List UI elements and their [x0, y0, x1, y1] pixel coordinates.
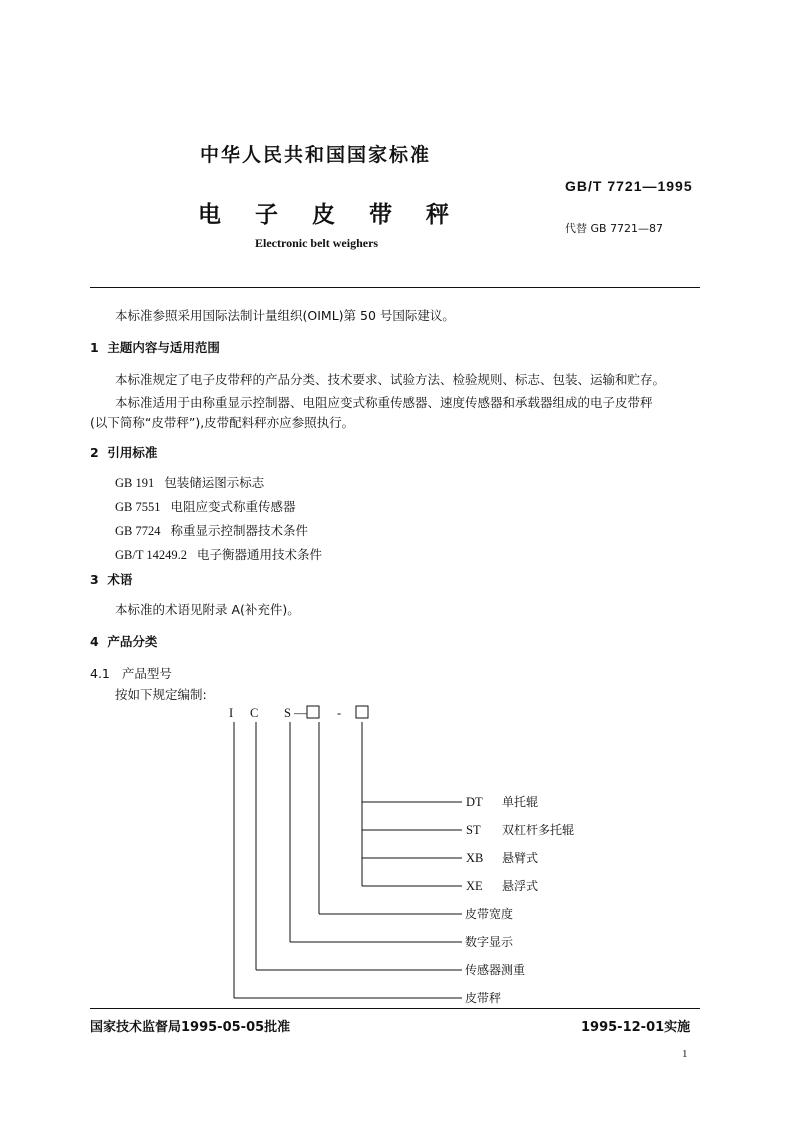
- section-title: 引用标准: [107, 445, 158, 460]
- reference-code: GB/T 14249.2: [115, 548, 187, 562]
- field-label: 皮带秤: [465, 991, 502, 1005]
- page-number: 1: [682, 1048, 688, 1060]
- type-code: ST: [466, 823, 481, 837]
- section1-p2-line1: 本标准适用于由称重显示控制器、电阻应变式称重传感器、速度传感器和承载器组成的电子皮带秤: [115, 395, 653, 410]
- footer-divider: [90, 1008, 700, 1009]
- org-title: 中华人民共和国国家标准: [200, 144, 432, 166]
- title-char: 皮: [312, 202, 335, 228]
- reference-title: 电阻应变式称重传感器: [170, 499, 296, 514]
- section-title: 主题内容与适用范围: [107, 340, 220, 355]
- code-box: [356, 706, 368, 718]
- code-letter: C: [250, 706, 259, 720]
- subsection-number: 4.1: [90, 666, 110, 681]
- reference-title: 称重显示控制器技术条件: [170, 523, 309, 538]
- title-char: 子: [255, 202, 278, 228]
- reference-code: GB 7724: [115, 524, 161, 538]
- type-code: XB: [466, 851, 484, 865]
- type-code: XE: [466, 879, 483, 893]
- section-title: 术语: [107, 572, 133, 587]
- section1-p1: 本标准规定了电子皮带秤的产品分类、技术要求、试验方法、检验规则、标志、包装、运输和贮存。: [115, 372, 666, 387]
- code-letter: I: [229, 706, 234, 720]
- code-letter: S: [284, 706, 291, 720]
- reference-code: GB 7551: [115, 500, 161, 514]
- code-separator: —: [294, 706, 307, 720]
- type-label: 悬浮式: [502, 879, 539, 893]
- reference-code: GB 191: [115, 476, 155, 490]
- section3-p1: 本标准的术语见附录 A(补充件)。: [115, 602, 300, 617]
- type-code: DT: [466, 795, 483, 809]
- title-char: 带: [369, 202, 392, 228]
- title-char: 秤: [426, 202, 449, 228]
- reference-title: 电子衡器通用技术条件: [197, 547, 323, 562]
- subsection-4-1-text: 按如下规定编制:: [115, 687, 207, 702]
- intro-paragraph: 本标准参照采用国际法制计量组织(OIML)第 50 号国际建议。: [115, 308, 455, 323]
- title-char: 电: [198, 202, 221, 228]
- section-number: 3: [90, 572, 99, 587]
- effective-date: 1995-12-01实施: [581, 1020, 691, 1035]
- standard-number: GB/T 7721—1995: [565, 178, 693, 194]
- section-title: 产品分类: [107, 634, 158, 649]
- field-label: 数字显示: [465, 935, 514, 949]
- section1-p2-line2: (以下简称“皮带秤”),皮带配料秤亦应参照执行。: [90, 415, 355, 430]
- type-label: 单托辊: [502, 795, 539, 809]
- approval-note: 国家技术监督局1995-05-05批准: [90, 1020, 291, 1035]
- field-label: 传感器测重: [465, 963, 526, 977]
- field-label: 皮带宽度: [465, 907, 514, 921]
- reference-title: 包装储运图示标志: [164, 475, 265, 490]
- section-number: 2: [90, 445, 99, 460]
- type-label: 双杠杆多托辊: [502, 823, 575, 837]
- section-number: 1: [90, 340, 99, 355]
- code-separator: -: [337, 706, 342, 720]
- replaces-note: 代替 GB 7721—87: [565, 222, 664, 235]
- title-en: Electronic belt weighers: [255, 236, 379, 250]
- type-label: 悬臂式: [502, 851, 539, 865]
- code-box: [307, 706, 319, 718]
- section-number: 4: [90, 634, 99, 649]
- subsection-title: 产品型号: [121, 666, 172, 681]
